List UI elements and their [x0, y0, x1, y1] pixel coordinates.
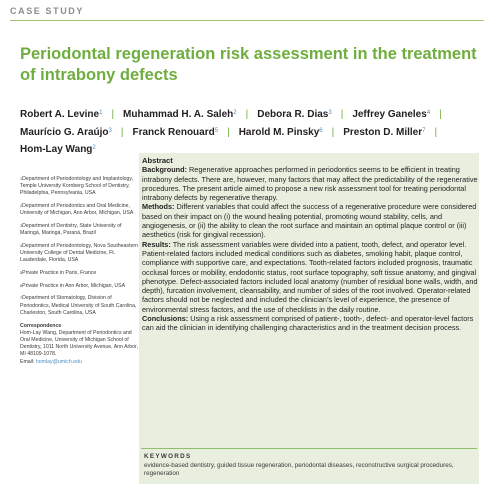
author-affil-ref: 1	[99, 110, 103, 116]
author-separator: |	[120, 126, 124, 138]
author-affil-ref: 7	[422, 127, 426, 134]
affiliation-text: Department of Dentistry, State University of Maringá, Maringá, Paraná, Brazil	[20, 223, 122, 237]
affiliation-marker: 6	[20, 283, 23, 288]
author-araujo[interactable]	[20, 127, 112, 138]
abstract-background	[142, 165, 480, 202]
results-text: The risk assessment variables were divided into a patient, tooth, defect, and operator level. Patient-related factors included medical conditions such as diabetes, smoking habit, plaque control, compliance with supportive care, and expectations. Tooth-related factors included prognosis, traumatic occlusal forces or mobility, endodontic status, root surface topography, soft tissue anatomy, and gingival phenotype. Defect-associated factors included local anatomy (number of residual bone walls, width, and depth), furcation involvement, cleansability, and number of sides of the root involved. Operator-related factors should not be neglected and included the clinician’s level of experience, the presence of environmental stress factors, and the use of checklists in the daily routine.	[142, 239, 478, 314]
affiliation-1	[20, 176, 138, 198]
author-name: Jeffrey Ganeles	[352, 109, 427, 120]
abstract-content	[142, 156, 480, 333]
affiliation-marker: 5	[20, 271, 23, 276]
author-name: Harold M. Pinsky	[238, 126, 320, 138]
author-affil-ref: 2	[233, 110, 237, 116]
affiliation-marker: 1	[20, 177, 23, 181]
author-separator: |	[111, 109, 115, 120]
affiliation-marker: 2	[20, 204, 23, 209]
affiliation-3	[20, 223, 138, 237]
affiliation-4	[20, 243, 138, 265]
author-affil-ref: 6	[319, 127, 323, 134]
affiliation-5	[20, 270, 138, 277]
author-affil-ref: 4	[426, 110, 431, 116]
affiliation-text: Department of Periodontology and Implantology, Temple University Kornberg School of Dentistry, Philadelphia, Pennsylvania, USA	[20, 176, 134, 197]
email-link[interactable]: homlay@umich.edu	[35, 358, 82, 365]
correspondence-email-line	[20, 359, 138, 366]
affiliation-text: Department of Periodontology, Nova Southeastern University College of Dental Medicine, Ft. Lauderdale, Florida, USA	[20, 242, 138, 264]
abstract-panel	[139, 153, 479, 484]
keywords-list: evidence-based dentistry, guided tissue regeneration, periodontal diseases, reconstructive surgical procedures, regeneration	[144, 462, 454, 478]
author-name: Muhammad H. A. Saleh	[123, 109, 234, 120]
author-affil-ref: 3	[108, 127, 112, 134]
affiliation-text: Department of Stomatology, Division of Periodontics, Medical University of South Carolina, Charleston, South Carolina, USA	[20, 295, 137, 316]
author-affil-ref: 2	[92, 145, 96, 151]
abstract-methods	[142, 202, 480, 239]
author-miller[interactable]	[343, 127, 425, 138]
section-label: CASE STUDY	[10, 6, 85, 16]
author-name: Debora R. Dias	[257, 109, 329, 120]
email-label: Email:	[20, 358, 35, 365]
background-label: Background:	[142, 165, 187, 175]
author-pinsky[interactable]	[239, 127, 323, 138]
header-divider	[10, 20, 484, 21]
abstract-results	[142, 240, 480, 314]
background-text: Regenerative approaches performed in periodontics seems to be efficient in treating intrabony defects. There are, however, many factors that may affect the predictability of the regenerative procedures. The present article aimed to propose a new risk assessment tool for treating periodontal intrabony defects by regenerative therapy.	[142, 165, 478, 203]
author-separator: |	[439, 109, 442, 120]
author-affil-ref: 5	[214, 127, 219, 134]
methods-text: Different variables that could affect the success of a regenerative procedure were considered based on their impact on (i) the wound healing potential, promoting wound stability, cells, and angiogenesis, or (ii) the ability to clean the root surface and maintain an optimal plaque control or (iii) aesthetics (risk for gingival recession).	[142, 202, 477, 240]
affiliation-marker: 4	[20, 243, 23, 248]
author-separator: |	[227, 126, 230, 138]
author-name: Franck Renouard	[132, 126, 215, 138]
affiliation-text: Department of Periodontics and Oral Medicine, University of Michigan, Ann Arbor, Michigan, USA	[20, 203, 134, 217]
affiliation-6	[20, 283, 138, 290]
methods-label: Methods:	[142, 202, 175, 212]
affiliation-marker: 3	[20, 224, 23, 229]
affiliation-marker: 7	[20, 296, 23, 301]
keywords-heading: KEYWORDS	[144, 453, 192, 460]
author-separator: |	[434, 126, 438, 138]
affiliation-text: Private Practice in Ann Arbor, Michigan, USA	[22, 282, 126, 289]
conclusions-label: Conclusions:	[142, 314, 189, 324]
affiliation-7	[20, 295, 138, 317]
author-separator: |	[245, 109, 249, 120]
author-ganeles[interactable]	[352, 109, 430, 120]
article-title: Periodontal regeneration risk assessment in the treatment of intrabony defects	[20, 45, 477, 84]
author-name: Robert A. Levine	[20, 109, 100, 120]
author-renouard[interactable]	[132, 127, 218, 138]
correspondence-address: Hom-Lay Wang, Department of Periodontics and Oral Medicine, University of Michigan School of Dentistry, 1011 North University Avenue, Ann Arbor, MI 48109-1078.	[20, 329, 138, 358]
author-separator: |	[331, 126, 335, 138]
author-separator: |	[340, 109, 344, 120]
author-dias[interactable]	[257, 109, 331, 120]
author-saleh[interactable]	[123, 109, 237, 120]
author-wang[interactable]	[20, 144, 96, 155]
author-name: Preston D. Miller	[343, 126, 423, 138]
keywords-divider	[141, 448, 477, 449]
abstract-heading: Abstract	[142, 156, 173, 165]
author-list	[20, 106, 486, 159]
author-affil-ref: 3	[328, 110, 332, 116]
author-name: Maurício G. Araújo	[20, 126, 109, 138]
author-name: Hom-Lay Wang	[20, 144, 93, 155]
author-levine[interactable]	[20, 109, 102, 120]
affiliation-2	[20, 203, 138, 217]
conclusions-text: Using a risk assessment comprised of patient-, tooth-, defect- and operator-level factors can aid the clinician in identifying challenging characteristics and in the treatment decision process.	[142, 314, 474, 333]
affiliation-text: Private Practice in Paris, France	[22, 270, 97, 277]
abstract-conclusions	[142, 314, 480, 333]
correspondence-heading: Correspondence	[20, 322, 62, 329]
affiliations-column	[20, 176, 138, 366]
results-label: Results:	[142, 239, 171, 249]
